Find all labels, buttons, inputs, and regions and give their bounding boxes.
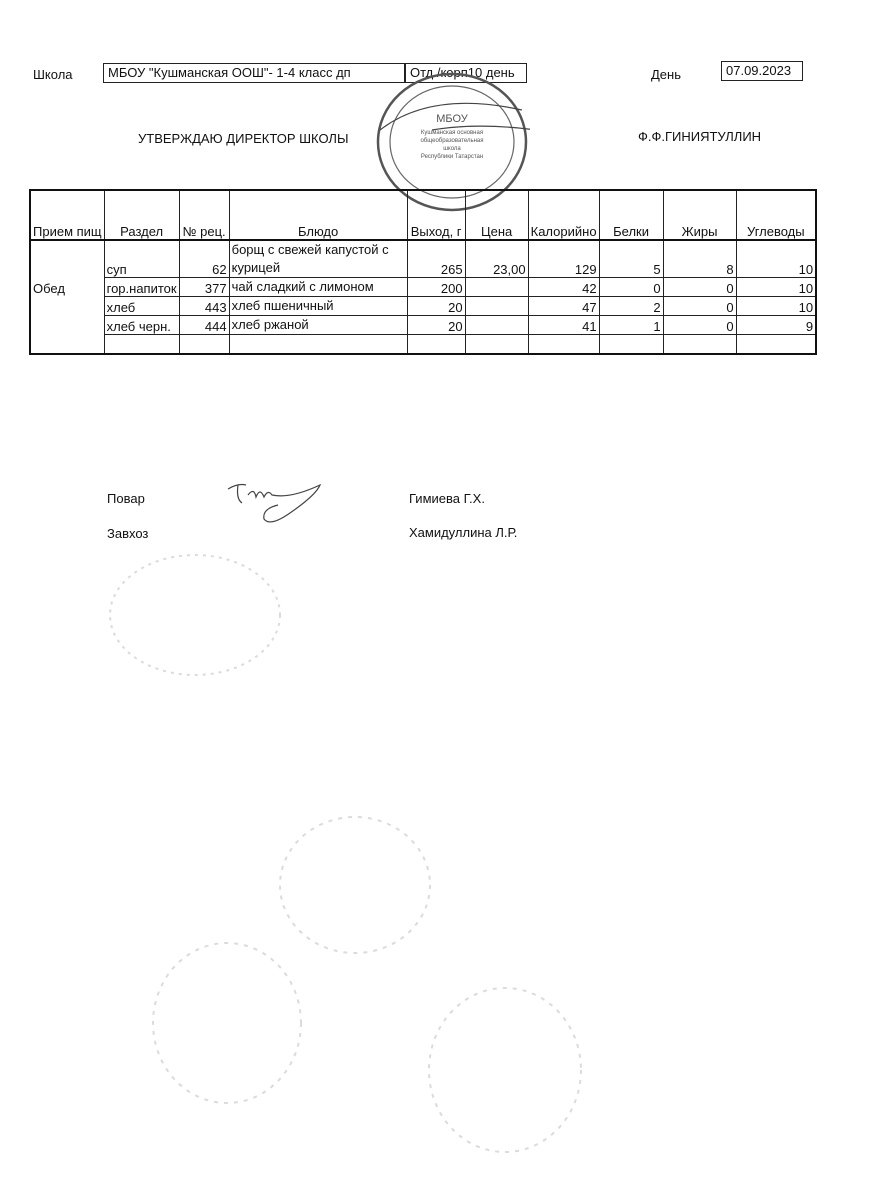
fat-cell: 0 xyxy=(663,278,736,297)
carbs-cell: 9 xyxy=(736,316,816,335)
empty-cell xyxy=(104,335,179,355)
empty-cell xyxy=(179,335,229,355)
dish-cell: чай сладкий с лимоном xyxy=(229,278,407,297)
director-name: Ф.Ф.ГИНИЯТУЛЛИН xyxy=(638,129,762,144)
table-header-row xyxy=(30,190,816,240)
table-row xyxy=(30,316,816,335)
cook-name: Гимиева Г.Х. xyxy=(409,491,485,506)
col-header-dish: Блюдо xyxy=(229,190,407,240)
stamp-line-2: Кушманская основная xyxy=(420,130,484,136)
yield-cell: 265 xyxy=(407,240,465,278)
faded-stamp-mark xyxy=(145,935,310,1110)
school-name-field: МБОУ "Кушманская ООШ"- 1-4 класс дп xyxy=(103,63,405,83)
protein-cell: 0 xyxy=(599,278,663,297)
empty-cell xyxy=(663,335,736,355)
dish-cell: хлеб пшеничный xyxy=(229,297,407,316)
price-cell xyxy=(465,278,528,297)
yield-cell: 20 xyxy=(407,316,465,335)
empty-cell xyxy=(229,335,407,355)
col-header-recipe: № рец. xyxy=(179,190,229,240)
supply-name: Хамидуллина Л.Р. xyxy=(409,525,518,540)
table-row xyxy=(30,297,816,316)
empty-cell xyxy=(528,335,599,355)
stamp-line-5: Республики Татарстан xyxy=(420,154,484,160)
recipe-cell: 444 xyxy=(179,316,229,335)
kcal-cell: 129 xyxy=(528,240,599,278)
price-cell: 23,00 xyxy=(465,240,528,278)
section-cell: хлеб черн. xyxy=(104,316,179,335)
empty-cell xyxy=(465,335,528,355)
col-header-section: Раздел xyxy=(104,190,179,240)
protein-cell: 1 xyxy=(599,316,663,335)
cook-signature xyxy=(220,475,332,535)
fat-cell: 8 xyxy=(663,240,736,278)
carbs-cell: 10 xyxy=(736,240,816,278)
recipe-cell: 62 xyxy=(179,240,229,278)
kcal-cell: 47 xyxy=(528,297,599,316)
stamp-line-3: общеобразовательная xyxy=(420,138,484,144)
price-cell xyxy=(465,297,528,316)
table-row xyxy=(30,278,816,297)
cook-label: Повар xyxy=(107,491,145,506)
col-header-price: Цена xyxy=(465,190,528,240)
faded-stamp-mark xyxy=(420,980,590,1160)
section-cell: суп xyxy=(104,240,179,278)
col-header-carbs: Углеводы xyxy=(736,190,816,240)
price-cell xyxy=(465,316,528,335)
table-row-empty xyxy=(30,335,816,355)
carbs-cell: 10 xyxy=(736,297,816,316)
kcal-cell: 42 xyxy=(528,278,599,297)
dish-cell: хлеб ржаной xyxy=(229,316,407,335)
meal-cell: Обед xyxy=(30,240,104,354)
empty-cell xyxy=(736,335,816,355)
empty-cell xyxy=(599,335,663,355)
protein-cell: 5 xyxy=(599,240,663,278)
empty-cell xyxy=(407,335,465,355)
school-label: Школа xyxy=(33,67,73,82)
carbs-cell: 10 xyxy=(736,278,816,297)
fat-cell: 0 xyxy=(663,297,736,316)
stamp-line-4: школа xyxy=(443,146,461,152)
col-header-yield: Выход, г xyxy=(407,190,465,240)
col-header-protein: Белки xyxy=(599,190,663,240)
fat-cell: 0 xyxy=(663,316,736,335)
col-header-kcal: Калорийно xyxy=(528,190,599,240)
approval-text: УТВЕРЖДАЮ ДИРЕКТОР ШКОЛЫ xyxy=(138,131,349,146)
kcal-cell: 41 xyxy=(528,316,599,335)
section-cell: хлеб xyxy=(104,297,179,316)
yield-cell: 20 xyxy=(407,297,465,316)
stamp-line-1: МБОУ xyxy=(436,113,468,125)
date-field: 07.09.2023 xyxy=(721,61,803,81)
department-label: Отд./корп xyxy=(410,65,468,80)
day-number: 10 день xyxy=(467,65,515,80)
recipe-cell: 443 xyxy=(179,297,229,316)
day-label: День xyxy=(651,67,681,82)
protein-cell: 2 xyxy=(599,297,663,316)
section-cell: гор.напиток xyxy=(104,278,179,297)
yield-cell: 200 xyxy=(407,278,465,297)
table-row xyxy=(30,240,816,278)
supply-label: Завхоз xyxy=(107,526,149,541)
menu-table xyxy=(29,189,817,355)
col-header-meal: Прием пищ xyxy=(30,190,104,240)
faded-stamp-mark xyxy=(100,545,290,685)
dish-cell: борщ с свежей капустой с курицей xyxy=(229,240,407,278)
col-header-fat: Жиры xyxy=(663,190,736,240)
recipe-cell: 377 xyxy=(179,278,229,297)
